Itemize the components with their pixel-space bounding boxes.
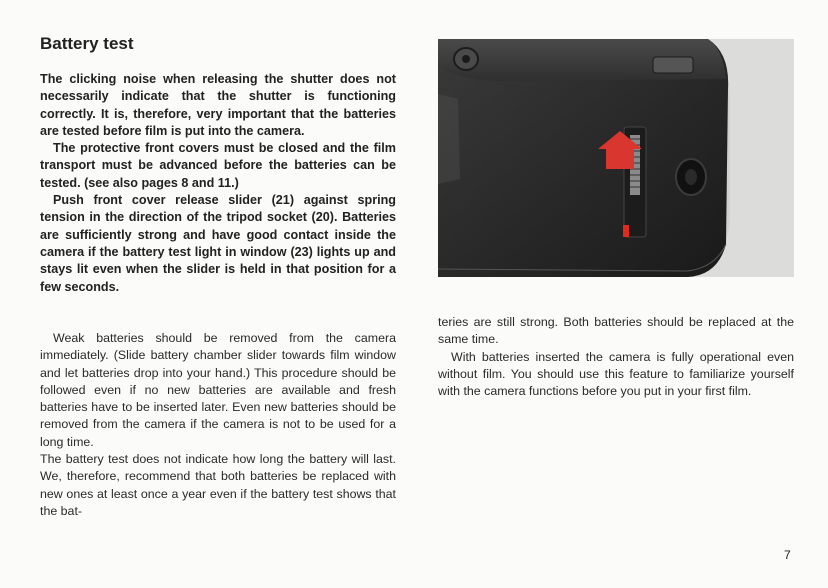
lead-text — [40, 71, 396, 296]
body-paragraph-4: With batteries inserted the camera is fully operational even without film. You should use this feature to familiarize yourself with the camera functions before you put in your first film. — [438, 349, 794, 399]
right-column-text — [438, 314, 794, 400]
battery-test-light-icon — [623, 225, 629, 237]
body-paragraph-1: Weak batteries should be removed from the camera immediately. (Slide battery chamber slider towards film window and let batteries drop into your hand.) This procedure should be followed even if no new batteries are available and fresh batteries have to be inserted later. Even new batteries should be removed from the camera if the camera is not to be used for a long time. — [40, 331, 396, 449]
page-title: Battery test — [40, 34, 134, 53]
lead-paragraph-3: Push front cover release slider (21) against spring tension in the direction of the tripod socket (20). Batteries are sufficiently strong and have good contact inside the camera if the battery test light in window (23) lights up and stays lit even when the slider is held in that position for a few seconds. — [40, 193, 396, 294]
left-column-text — [40, 330, 396, 520]
lead-paragraph-1: The clicking noise when releasing the shutter does not necessarily indicate that the shutter is functioning correctly. It is, therefore, very important that the batteries are tested before film is put into the camera. — [40, 72, 396, 138]
body-paragraph-2: The battery test does not indicate how long the battery will last. We, therefore, recommend that both batteries be replaced with new ones at least once a year even if the battery test shows that the bat- — [40, 452, 396, 518]
page-number: 7 — [784, 548, 791, 562]
camera-photo — [438, 39, 794, 277]
body-paragraph-3: teries are still strong. Both batteries should be replaced at the same time. — [438, 315, 794, 347]
lead-paragraph-2: The protective front covers must be closed and the film transport must be advanced before the batteries can be tested. (see also pages 8 and 11.) — [40, 141, 396, 190]
